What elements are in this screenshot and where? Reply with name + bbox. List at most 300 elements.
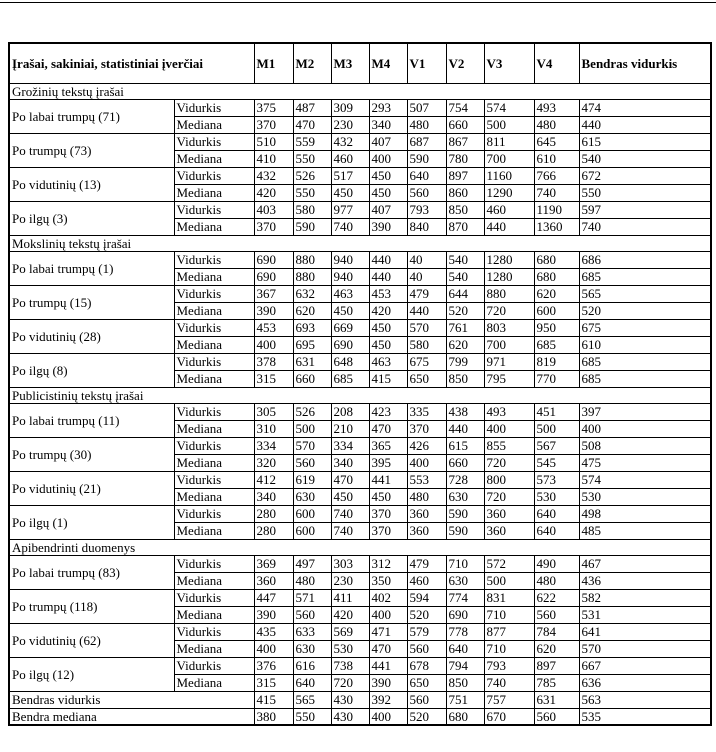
value-cell: 360 [254,572,293,589]
value-cell: 350 [369,572,407,589]
value-cell: 636 [579,674,711,691]
value-cell: 600 [293,505,331,522]
value-cell: 640 [446,640,484,657]
section-title-row [9,83,711,99]
value-cell: 573 [534,471,579,488]
value-cell: 803 [484,319,534,336]
value-cell: 680 [534,268,579,285]
value-cell: 479 [407,555,446,572]
value-cell: 520 [579,302,711,319]
value-cell: 740 [331,522,369,539]
value-cell: 685 [579,353,711,370]
value-cell: 582 [579,589,711,606]
value-cell: 560 [534,708,579,725]
metric-label-cell: Vidurkis [174,133,254,150]
metric-label-cell: Mediana [174,302,254,319]
metric-label-cell: Vidurkis [174,505,254,522]
section-title-cell: Mokslinių tekstų įrašai [9,235,711,251]
metric-label-cell: Vidurkis [174,285,254,302]
value-cell: 440 [484,218,534,235]
value-cell: 432 [254,167,293,184]
group-label-cell: Po ilgų (3) [9,201,174,235]
value-cell: 526 [293,403,331,420]
value-cell: 590 [446,505,484,522]
footer-row [9,708,711,725]
value-cell: 640 [293,674,331,691]
value-cell: 507 [407,99,446,116]
value-cell: 850 [446,674,484,691]
section-title-cell: Grožinių tekstų įrašai [9,83,711,99]
value-cell: 400 [369,708,407,725]
metric-label-cell: Vidurkis [174,353,254,370]
value-cell: 334 [254,437,293,454]
group-vidurkis-row [9,167,711,184]
value-cell: 774 [446,589,484,606]
value-cell: 693 [293,319,331,336]
value-cell: 550 [293,150,331,167]
value-cell: 500 [293,420,331,437]
value-cell: 403 [254,201,293,218]
value-cell: 40 [407,268,446,285]
value-cell: 440 [369,251,407,268]
metric-label-cell: Vidurkis [174,251,254,268]
value-cell: 493 [484,403,534,420]
header-cell-m4: M4 [369,43,407,83]
value-cell: 780 [446,150,484,167]
value-cell: 340 [254,488,293,505]
value-cell: 553 [407,471,446,488]
value-cell: 785 [534,674,579,691]
value-cell: 400 [579,420,711,437]
value-cell: 648 [331,353,369,370]
value-cell: 675 [407,353,446,370]
value-cell: 685 [534,336,579,353]
value-cell: 412 [254,471,293,488]
metric-label-cell: Mediana [174,572,254,589]
value-cell: 560 [293,606,331,623]
value-cell: 550 [579,184,711,201]
value-cell: 360 [407,505,446,522]
group-label-cell: Po ilgų (12) [9,657,174,691]
value-cell: 426 [407,437,446,454]
value-cell: 280 [254,522,293,539]
value-cell: 447 [254,589,293,606]
value-cell: 770 [534,370,579,387]
value-cell: 517 [331,167,369,184]
table-header-row [9,43,711,83]
value-cell: 640 [534,522,579,539]
value-cell: 1280 [484,251,534,268]
value-cell: 440 [407,302,446,319]
value-cell: 470 [369,420,407,437]
group-label-cell: Po vidutinių (28) [9,319,174,353]
value-cell: 977 [331,201,369,218]
group-label-cell: Po trumpų (73) [9,133,174,167]
metric-label-cell: Mediana [174,370,254,387]
value-cell: 574 [579,471,711,488]
value-cell: 855 [484,437,534,454]
value-cell: 950 [534,319,579,336]
value-cell: 402 [369,589,407,606]
value-cell: 360 [484,505,534,522]
value-cell: 460 [331,150,369,167]
value-cell: 411 [331,589,369,606]
group-label-cell: Po ilgų (1) [9,505,174,539]
value-cell: 580 [293,201,331,218]
metric-label-cell: Mediana [174,336,254,353]
value-cell: 672 [579,167,711,184]
value-cell: 497 [293,555,331,572]
value-cell: 440 [369,268,407,285]
group-label-cell: Po trumpų (30) [9,437,174,471]
value-cell: 619 [293,471,331,488]
value-cell: 669 [331,319,369,336]
value-cell: 463 [331,285,369,302]
value-cell: 565 [579,285,711,302]
group-vidurkis-row [9,623,711,640]
value-cell: 480 [534,572,579,589]
metric-label-cell: Mediana [174,606,254,623]
header-cell-m2: M2 [293,43,331,83]
value-cell: 569 [331,623,369,640]
header-cell-m3: M3 [331,43,369,83]
statistics-table-body [9,43,711,725]
value-cell: 560 [293,454,331,471]
value-cell: 579 [407,623,446,640]
value-cell: 436 [579,572,711,589]
value-cell: 800 [484,471,534,488]
value-cell: 610 [534,150,579,167]
value-cell: 690 [254,268,293,285]
value-cell: 667 [579,657,711,674]
value-cell: 315 [254,674,293,691]
value-cell: 594 [407,589,446,606]
value-cell: 470 [331,471,369,488]
value-cell: 740 [331,505,369,522]
value-cell: 880 [293,251,331,268]
value-cell: 622 [534,589,579,606]
value-cell: 1190 [534,201,579,218]
group-vidurkis-row [9,505,711,522]
value-cell: 793 [407,201,446,218]
value-cell: 570 [579,640,711,657]
value-cell: 378 [254,353,293,370]
value-cell: 397 [579,403,711,420]
value-cell: 479 [407,285,446,302]
value-cell: 778 [446,623,484,640]
metric-label-cell: Mediana [174,150,254,167]
value-cell: 530 [534,488,579,505]
value-cell: 440 [579,116,711,133]
value-cell: 370 [407,420,446,437]
value-cell: 450 [369,184,407,201]
value-cell: 850 [446,201,484,218]
value-cell: 423 [369,403,407,420]
value-cell: 550 [293,184,331,201]
group-vidurkis-row [9,353,711,370]
value-cell: 761 [446,319,484,336]
value-cell: 559 [293,133,331,150]
value-cell: 738 [331,657,369,674]
value-cell: 620 [293,302,331,319]
value-cell: 757 [484,691,534,708]
value-cell: 687 [407,133,446,150]
group-vidurkis-row [9,133,711,150]
value-cell: 467 [579,555,711,572]
header-cell-v4: V4 [534,43,579,83]
metric-label-cell: Vidurkis [174,437,254,454]
value-cell: 392 [369,691,407,708]
value-cell: 630 [446,488,484,505]
value-cell: 471 [369,623,407,640]
value-cell: 720 [331,674,369,691]
value-cell: 460 [484,201,534,218]
value-cell: 451 [534,403,579,420]
metric-label-cell: Mediana [174,420,254,437]
value-cell: 230 [331,572,369,589]
statistics-table [8,42,712,726]
value-cell: 610 [579,336,711,353]
metric-label-cell: Vidurkis [174,555,254,572]
footer-row [9,691,711,708]
metric-label-cell: Mediana [174,454,254,471]
footer-label-cell: Bendras vidurkis [9,691,254,708]
value-cell: 369 [254,555,293,572]
value-cell: 631 [293,353,331,370]
value-cell: 453 [254,319,293,336]
value-cell: 410 [254,150,293,167]
value-cell: 700 [484,336,534,353]
value-cell: 620 [534,285,579,302]
value-cell: 740 [331,218,369,235]
value-cell: 545 [534,454,579,471]
value-cell: 560 [407,640,446,657]
value-cell: 867 [446,133,484,150]
value-cell: 680 [534,251,579,268]
value-cell: 630 [293,640,331,657]
value-cell: 415 [369,370,407,387]
value-cell: 407 [369,133,407,150]
metric-label-cell: Mediana [174,674,254,691]
value-cell: 1360 [534,218,579,235]
value-cell: 799 [446,353,484,370]
section-title-cell: Apibendrinti duomenys [9,539,711,555]
value-cell: 630 [446,572,484,589]
value-cell: 400 [407,454,446,471]
value-cell: 751 [446,691,484,708]
value-cell: 685 [579,370,711,387]
value-cell: 570 [293,437,331,454]
group-vidurkis-row [9,319,711,336]
value-cell: 376 [254,657,293,674]
value-cell: 305 [254,403,293,420]
value-cell: 640 [407,167,446,184]
value-cell: 580 [407,336,446,353]
value-cell: 550 [293,708,331,725]
value-cell: 720 [484,302,534,319]
value-cell: 631 [534,691,579,708]
value-cell: 360 [407,522,446,539]
value-cell: 630 [293,488,331,505]
section-title-row [9,539,711,555]
value-cell: 754 [446,99,484,116]
group-vidurkis-row [9,589,711,606]
value-cell: 784 [534,623,579,640]
value-cell: 695 [293,336,331,353]
value-cell: 795 [484,370,534,387]
value-cell: 690 [254,251,293,268]
value-cell: 660 [293,370,331,387]
value-cell: 480 [407,488,446,505]
value-cell: 441 [369,657,407,674]
value-cell: 740 [484,674,534,691]
metric-label-cell: Vidurkis [174,623,254,640]
value-cell: 530 [579,488,711,505]
value-cell: 811 [484,133,534,150]
group-label-cell: Po labai trumpų (71) [9,99,174,133]
value-cell: 390 [369,674,407,691]
group-vidurkis-row [9,251,711,268]
value-cell: 615 [446,437,484,454]
group-label-cell: Po vidutinių (13) [9,167,174,201]
value-cell: 563 [579,691,711,708]
value-cell: 370 [254,116,293,133]
value-cell: 670 [484,708,534,725]
group-vidurkis-row [9,201,711,218]
value-cell: 485 [579,522,711,539]
value-cell: 309 [331,99,369,116]
metric-label-cell: Vidurkis [174,167,254,184]
value-cell: 535 [579,708,711,725]
value-cell: 728 [446,471,484,488]
value-cell: 819 [534,353,579,370]
value-cell: 310 [254,420,293,437]
value-cell: 500 [534,420,579,437]
value-cell: 450 [369,488,407,505]
group-label-cell: Po vidutinių (21) [9,471,174,505]
metric-label-cell: Vidurkis [174,657,254,674]
value-cell: 470 [293,116,331,133]
value-cell: 530 [331,640,369,657]
value-cell: 340 [331,454,369,471]
value-cell: 480 [534,116,579,133]
value-cell: 510 [254,133,293,150]
value-cell: 370 [369,505,407,522]
group-vidurkis-row [9,285,711,302]
value-cell: 840 [407,218,446,235]
value-cell: 500 [484,116,534,133]
value-cell: 710 [484,606,534,623]
value-cell: 490 [534,555,579,572]
value-cell: 312 [369,555,407,572]
value-cell: 940 [331,268,369,285]
value-cell: 438 [446,403,484,420]
value-cell: 400 [369,150,407,167]
value-cell: 540 [446,251,484,268]
group-vidurkis-row [9,99,711,116]
value-cell: 335 [407,403,446,420]
value-cell: 450 [369,319,407,336]
value-cell: 320 [254,454,293,471]
value-cell: 897 [534,657,579,674]
group-vidurkis-row [9,657,711,674]
value-cell: 565 [293,691,331,708]
value-cell: 560 [407,184,446,201]
value-cell: 690 [331,336,369,353]
group-vidurkis-row [9,437,711,454]
group-label-cell: Po labai trumpų (83) [9,555,174,589]
value-cell: 367 [254,285,293,302]
group-vidurkis-row [9,471,711,488]
header-cell-bendras-vidurkis: Bendras vidurkis [579,43,711,83]
value-cell: 720 [484,454,534,471]
value-cell: 940 [331,251,369,268]
group-label-cell: Po ilgų (8) [9,353,174,387]
value-cell: 660 [446,116,484,133]
value-cell: 571 [293,589,331,606]
footer-label-cell: Bendra mediana [9,708,254,725]
value-cell: 640 [534,505,579,522]
value-cell: 230 [331,116,369,133]
value-cell: 678 [407,657,446,674]
value-cell: 600 [534,302,579,319]
value-cell: 475 [579,454,711,471]
value-cell: 520 [446,302,484,319]
value-cell: 590 [293,218,331,235]
value-cell: 360 [484,522,534,539]
value-cell: 40 [407,251,446,268]
value-cell: 493 [534,99,579,116]
metric-label-cell: Mediana [174,116,254,133]
value-cell: 440 [446,420,484,437]
metric-label-cell: Mediana [174,268,254,285]
value-cell: 520 [407,708,446,725]
value-cell: 560 [407,691,446,708]
value-cell: 1280 [484,268,534,285]
value-cell: 470 [369,640,407,657]
value-cell: 390 [254,302,293,319]
value-cell: 567 [534,437,579,454]
value-cell: 971 [484,353,534,370]
header-cell-v1: V1 [407,43,446,83]
value-cell: 650 [407,674,446,691]
metric-label-cell: Vidurkis [174,319,254,336]
value-cell: 675 [579,319,711,336]
value-cell: 340 [369,116,407,133]
value-cell: 877 [484,623,534,640]
value-cell: 710 [446,555,484,572]
value-cell: 540 [579,150,711,167]
value-cell: 463 [369,353,407,370]
value-cell: 766 [534,167,579,184]
top-horizontal-rule [0,2,716,3]
value-cell: 293 [369,99,407,116]
value-cell: 590 [407,150,446,167]
value-cell: 400 [254,640,293,657]
value-cell: 660 [446,454,484,471]
header-cell-v3: V3 [484,43,534,83]
value-cell: 450 [331,184,369,201]
value-cell: 850 [446,370,484,387]
value-cell: 590 [446,522,484,539]
value-cell: 570 [407,319,446,336]
value-cell: 280 [254,505,293,522]
value-cell: 600 [293,522,331,539]
value-cell: 450 [369,336,407,353]
group-label-cell: Po labai trumpų (1) [9,251,174,285]
section-title-row [9,235,711,251]
value-cell: 487 [293,99,331,116]
